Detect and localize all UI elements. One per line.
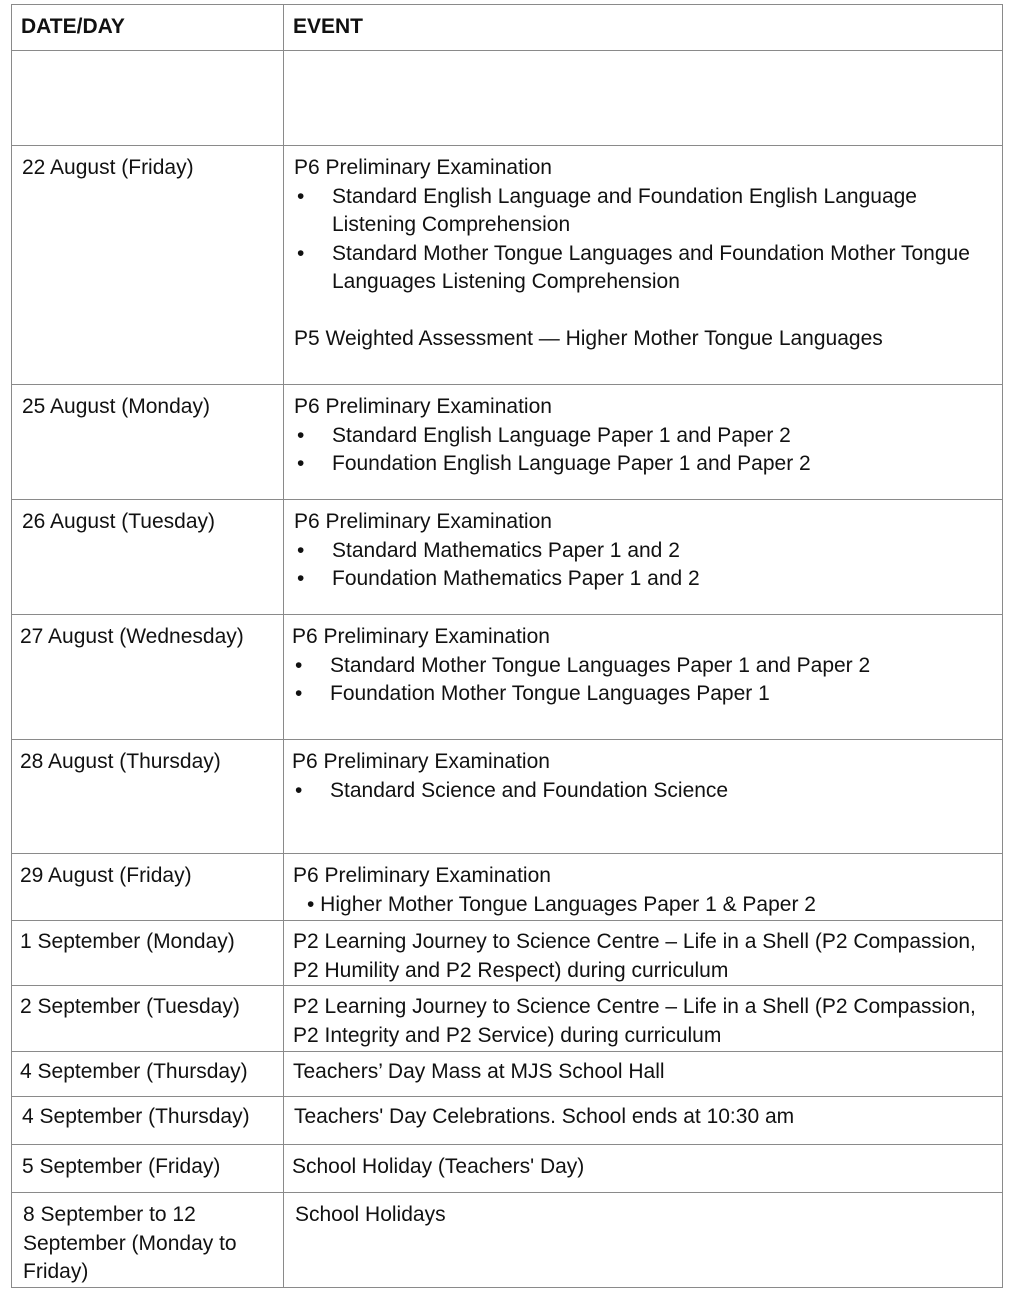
table-row xyxy=(12,1193,1003,1288)
event-bullet-list xyxy=(292,777,1002,806)
table-row xyxy=(12,385,1003,500)
table-row xyxy=(12,740,1003,854)
event-cell xyxy=(284,854,1003,921)
event-title: P6 Preliminary Examination xyxy=(294,156,552,179)
event-bullet: • Standard Science and Foundation Science xyxy=(292,777,1002,806)
event-cell xyxy=(284,146,1003,385)
event-cell xyxy=(284,51,1003,146)
date-cell: 5 September (Friday) xyxy=(12,1145,284,1193)
date-cell: 4 September (Thursday) xyxy=(12,1052,284,1097)
table-header-row xyxy=(12,5,1003,51)
event-column-header: EVENT xyxy=(284,5,1003,51)
event-extra: P5 Weighted Assessment — Higher Mother Tongue Languages xyxy=(294,326,883,350)
event-cell xyxy=(284,385,1003,500)
date-cell: 8 September to 12 September (Monday to Friday) xyxy=(12,1193,284,1288)
table-row xyxy=(12,854,1003,921)
event-bullet: • Standard Mathematics Paper 1 and 2 xyxy=(294,537,1002,566)
event-bullet: • Foundation English Language Paper 1 and Paper 2 xyxy=(294,450,1002,479)
table-row xyxy=(12,921,1003,986)
calendar-document xyxy=(11,4,1002,1288)
event-title: P6 Preliminary Examination xyxy=(292,625,550,648)
date-cell: 22 August (Friday) xyxy=(12,146,284,385)
date-cell: 26 August (Tuesday) xyxy=(12,500,284,615)
date-cell xyxy=(12,51,284,146)
date-cell: 1 September (Monday) xyxy=(12,921,284,986)
date-column-header: DATE/DAY xyxy=(12,5,284,51)
table-row xyxy=(12,146,1003,385)
date-cell: 27 August (Wednesday) xyxy=(12,615,284,740)
table-row xyxy=(12,615,1003,740)
event-cell: Teachers’ Day Mass at MJS School Hall xyxy=(284,1052,1003,1097)
event-cell: School Holidays xyxy=(284,1193,1003,1288)
event-title: P6 Preliminary Examination xyxy=(294,510,552,533)
event-title: P6 Preliminary Examination xyxy=(294,395,552,418)
event-bullet-list xyxy=(294,183,1002,297)
date-cell: 4 September (Thursday) xyxy=(12,1097,284,1145)
spacer xyxy=(294,297,1002,325)
event-bullet: • Standard English Language and Foundation English Language Listening Comprehension xyxy=(294,183,1002,240)
event-cell xyxy=(284,615,1003,740)
table-row xyxy=(12,1145,1003,1193)
date-cell: 29 August (Friday) xyxy=(12,854,284,921)
event-bullet: • Standard English Language Paper 1 and Paper 2 xyxy=(294,422,1002,451)
table-row xyxy=(12,1052,1003,1097)
event-bullet-list xyxy=(294,422,1002,479)
event-bullet: • Standard Mother Tongue Languages Paper 1 and Paper 2 xyxy=(292,652,1002,681)
event-bullet: • Standard Mother Tongue Languages and Foundation Mother Tongue Languages Listening Comprehension xyxy=(294,240,1002,297)
event-cell: School Holiday (Teachers' Day) xyxy=(284,1145,1003,1193)
event-cell xyxy=(284,740,1003,854)
table-row xyxy=(12,500,1003,615)
table-row xyxy=(12,51,1003,146)
events-table xyxy=(11,4,1003,1288)
event-bullet-list xyxy=(294,537,1002,594)
event-bullet-list xyxy=(292,652,1002,709)
date-cell: 25 August (Monday) xyxy=(12,385,284,500)
event-cell: Teachers' Day Celebrations. School ends at 10:30 am xyxy=(284,1097,1003,1145)
event-cell xyxy=(284,500,1003,615)
date-cell: 2 September (Tuesday) xyxy=(12,986,284,1052)
event-title: P6 Preliminary Examination xyxy=(293,864,551,887)
event-cell: P2 Learning Journey to Science Centre – Life in a Shell (P2 Compassion, P2 Integrity and P2 Service) during curriculum xyxy=(284,986,1003,1052)
event-inline-bullet: • Higher Mother Tongue Languages Paper 1 & Paper 2 xyxy=(307,892,816,916)
date-cell: 28 August (Thursday) xyxy=(12,740,284,854)
event-cell: P2 Learning Journey to Science Centre – Life in a Shell (P2 Compassion, P2 Humility and P2 Respect) during curriculum xyxy=(284,921,1003,986)
event-bullet: • Foundation Mother Tongue Languages Paper 1 xyxy=(292,680,1002,709)
event-bullet: • Foundation Mathematics Paper 1 and 2 xyxy=(294,565,1002,594)
table-row xyxy=(12,1097,1003,1145)
table-row xyxy=(12,986,1003,1052)
event-title: P6 Preliminary Examination xyxy=(292,750,550,773)
